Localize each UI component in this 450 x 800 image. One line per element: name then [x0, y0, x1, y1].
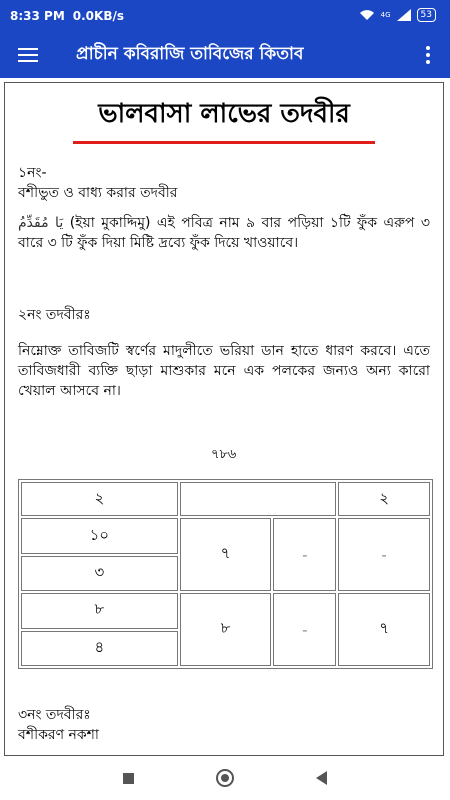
network-type-label: 4G: [380, 11, 391, 19]
back-icon[interactable]: [316, 771, 327, 785]
menu-button[interactable]: [0, 32, 56, 78]
status-time: 8:33 PM: [10, 9, 65, 23]
grid-cell: -: [273, 593, 336, 666]
section-1-title: বশীভুত ও বাধ্য করার তদবীর: [18, 185, 178, 201]
hamburger-icon: [18, 48, 38, 62]
grid-cell: [180, 482, 337, 516]
section-2-body: নিম্নোক্ত তাবিজটি স্বর্ণের মাদুলীতে ভরিয়া ডান হাতে ধারণ করবে। এতে তাবিজধারী ব্যক্তি ছাড়া মাশুকার মনে এক পলকের জন্যও অন্য কারো খেয়াল আসবে না।: [18, 343, 430, 399]
status-icons: [359, 8, 436, 22]
article-content[interactable]: [4, 82, 444, 756]
app-title: প্রাচীন কবিরাজি তাবিজের কিতাব: [76, 44, 304, 64]
recents-icon[interactable]: [123, 773, 134, 784]
grid-cell: ৭: [180, 518, 272, 591]
grid-cell: ৮: [21, 593, 178, 628]
wifi-icon: [359, 9, 375, 21]
status-bar: [0, 0, 450, 32]
section-1-body: [5, 213, 443, 253]
section-1-number: ১নং-: [18, 165, 47, 181]
grid-cell: ১০: [21, 518, 178, 553]
grid-cell: ৮: [180, 593, 272, 666]
arabic-name: يَا مُقَدِّمُ: [18, 215, 64, 231]
battery-icon: 53: [417, 8, 436, 22]
grid-cell: ৩: [21, 556, 178, 591]
grid-cell: -: [273, 518, 336, 591]
section-1-text: (ইয়া মুকাদ্দিমু) এই পবিত্র নাম ৯ বার পড়িয়া ১টি ফুঁক এরুপ ৩ বারে ৩ টি ফুঁক দিয়া মিষ্টি দ্রব্যে ফুঁক দিয়ে খাওয়াবে।: [18, 215, 430, 251]
section-3-subtitle: বশীকরণ নকশা: [18, 727, 99, 743]
status-network-speed: 0.0KB/s: [72, 9, 124, 23]
signal-icon: [397, 9, 411, 21]
amulet-grid: [18, 479, 433, 669]
grid-cell: ৭: [338, 593, 430, 666]
number-786: ৭৮৬: [211, 447, 237, 462]
overflow-menu-icon[interactable]: [418, 42, 438, 68]
system-nav-bar: [0, 756, 450, 800]
grid-cell: -: [338, 518, 430, 591]
section-2-title: ২নং তদবীরঃ: [18, 307, 91, 323]
home-icon[interactable]: [216, 769, 234, 787]
app-bar: [0, 32, 450, 78]
grid-cell: ২: [21, 482, 178, 516]
grid-cell: ২: [338, 482, 430, 516]
section-3-title: ৩নং তদবীরঃ: [18, 707, 91, 723]
heading-underline: [73, 141, 375, 144]
article-heading: ভালবাসা লাভের তদবীর: [98, 99, 350, 129]
grid-cell: ৪: [21, 631, 178, 666]
